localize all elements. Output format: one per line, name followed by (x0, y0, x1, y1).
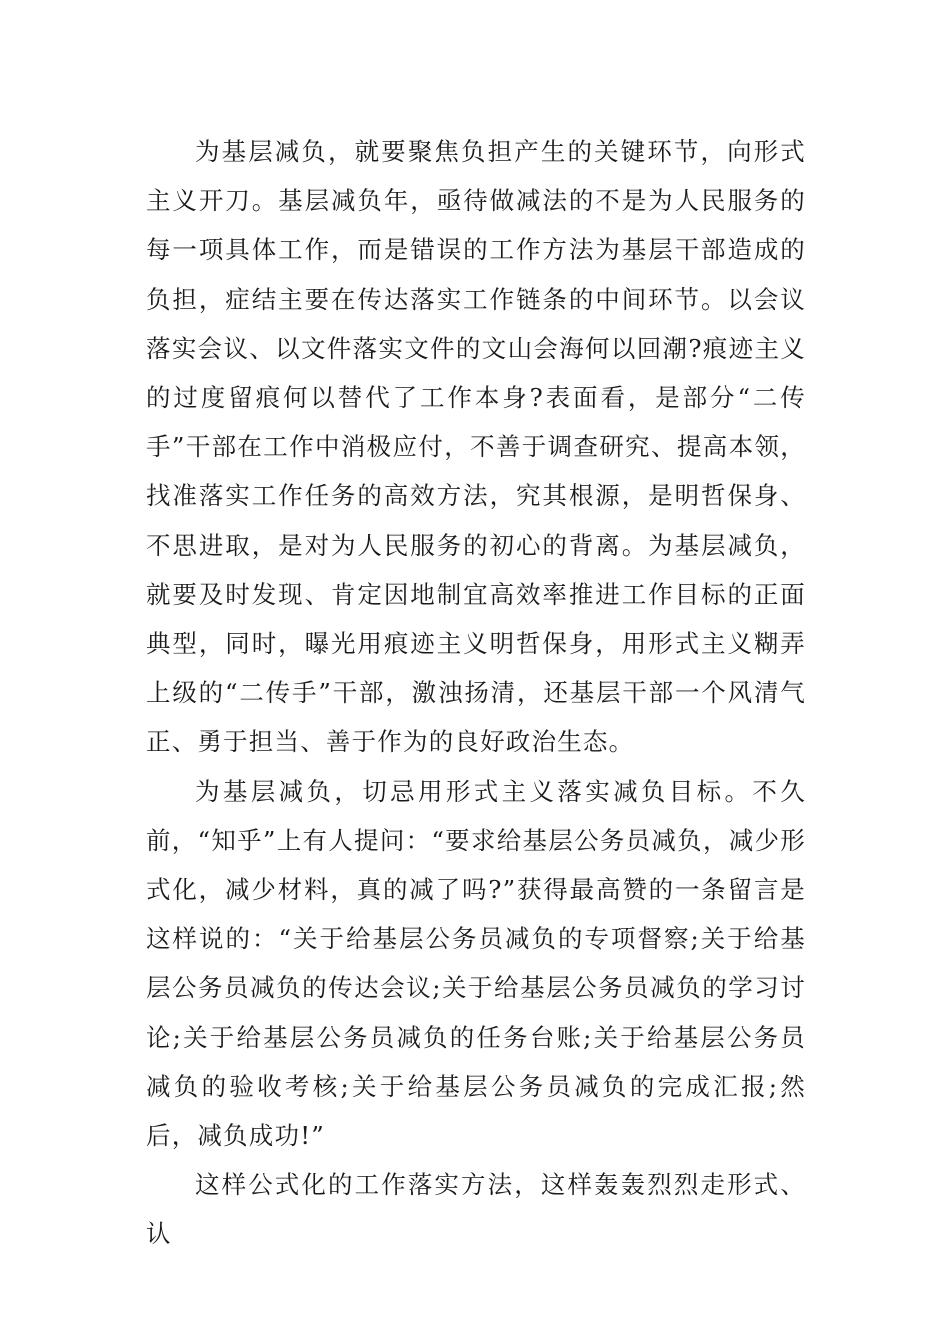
paragraph-2: 为基层减负，切忌用形式主义落实减负目标。不久前，“知乎”上有人提问：“要求给基层公务员减负，减少形式化，减少材料，真的减了吗?”获得最高赞的一条留言是这样说的：“关于给基层公务员减负的专项督察;关于给基层公务员减负的传达会议;关于给基层公务员减负的学习讨论;关于给基层公务员减负的任务台账;关于给基层公务员减负的验收考核;关于给基层公务员减负的完成汇报;然后，减负成功!” (146, 776, 806, 1151)
paragraph-1: 为基层减负，就要聚焦负担产生的关键环节，向形式主义开刀。基层减负年，亟待做减法的不是为人民服务的每一项具体工作，而是错误的工作方法为基层干部造成的负担，症结主要在传达落实工作链条的中间环节。以会议落实会议、以文件落实文件的文山会海何以回潮?痕迹主义的过度留痕何以替代了工作本身?表面看，是部分“二传手”干部在工作中消极应付，不善于调查研究、提高本领，找准落实工作任务的高效方法，究其根源，是明哲保身、不思进取，是对为人民服务的初心的背离。为基层减负，就要及时发现、肯定因地制宜高效率推进工作目标的正面典型，同时，曝光用痕迹主义明哲保身，用形式主义糊弄上级的“二传手”干部，激浊扬清，还基层干部一个风清气正、勇于担当、善于作为的良好政治生态。 (146, 137, 806, 757)
paragraph-3: 这样公式化的工作落实方法，这样轰轰烈烈走形式、认 (146, 1170, 806, 1249)
document-body (146, 127, 806, 1259)
